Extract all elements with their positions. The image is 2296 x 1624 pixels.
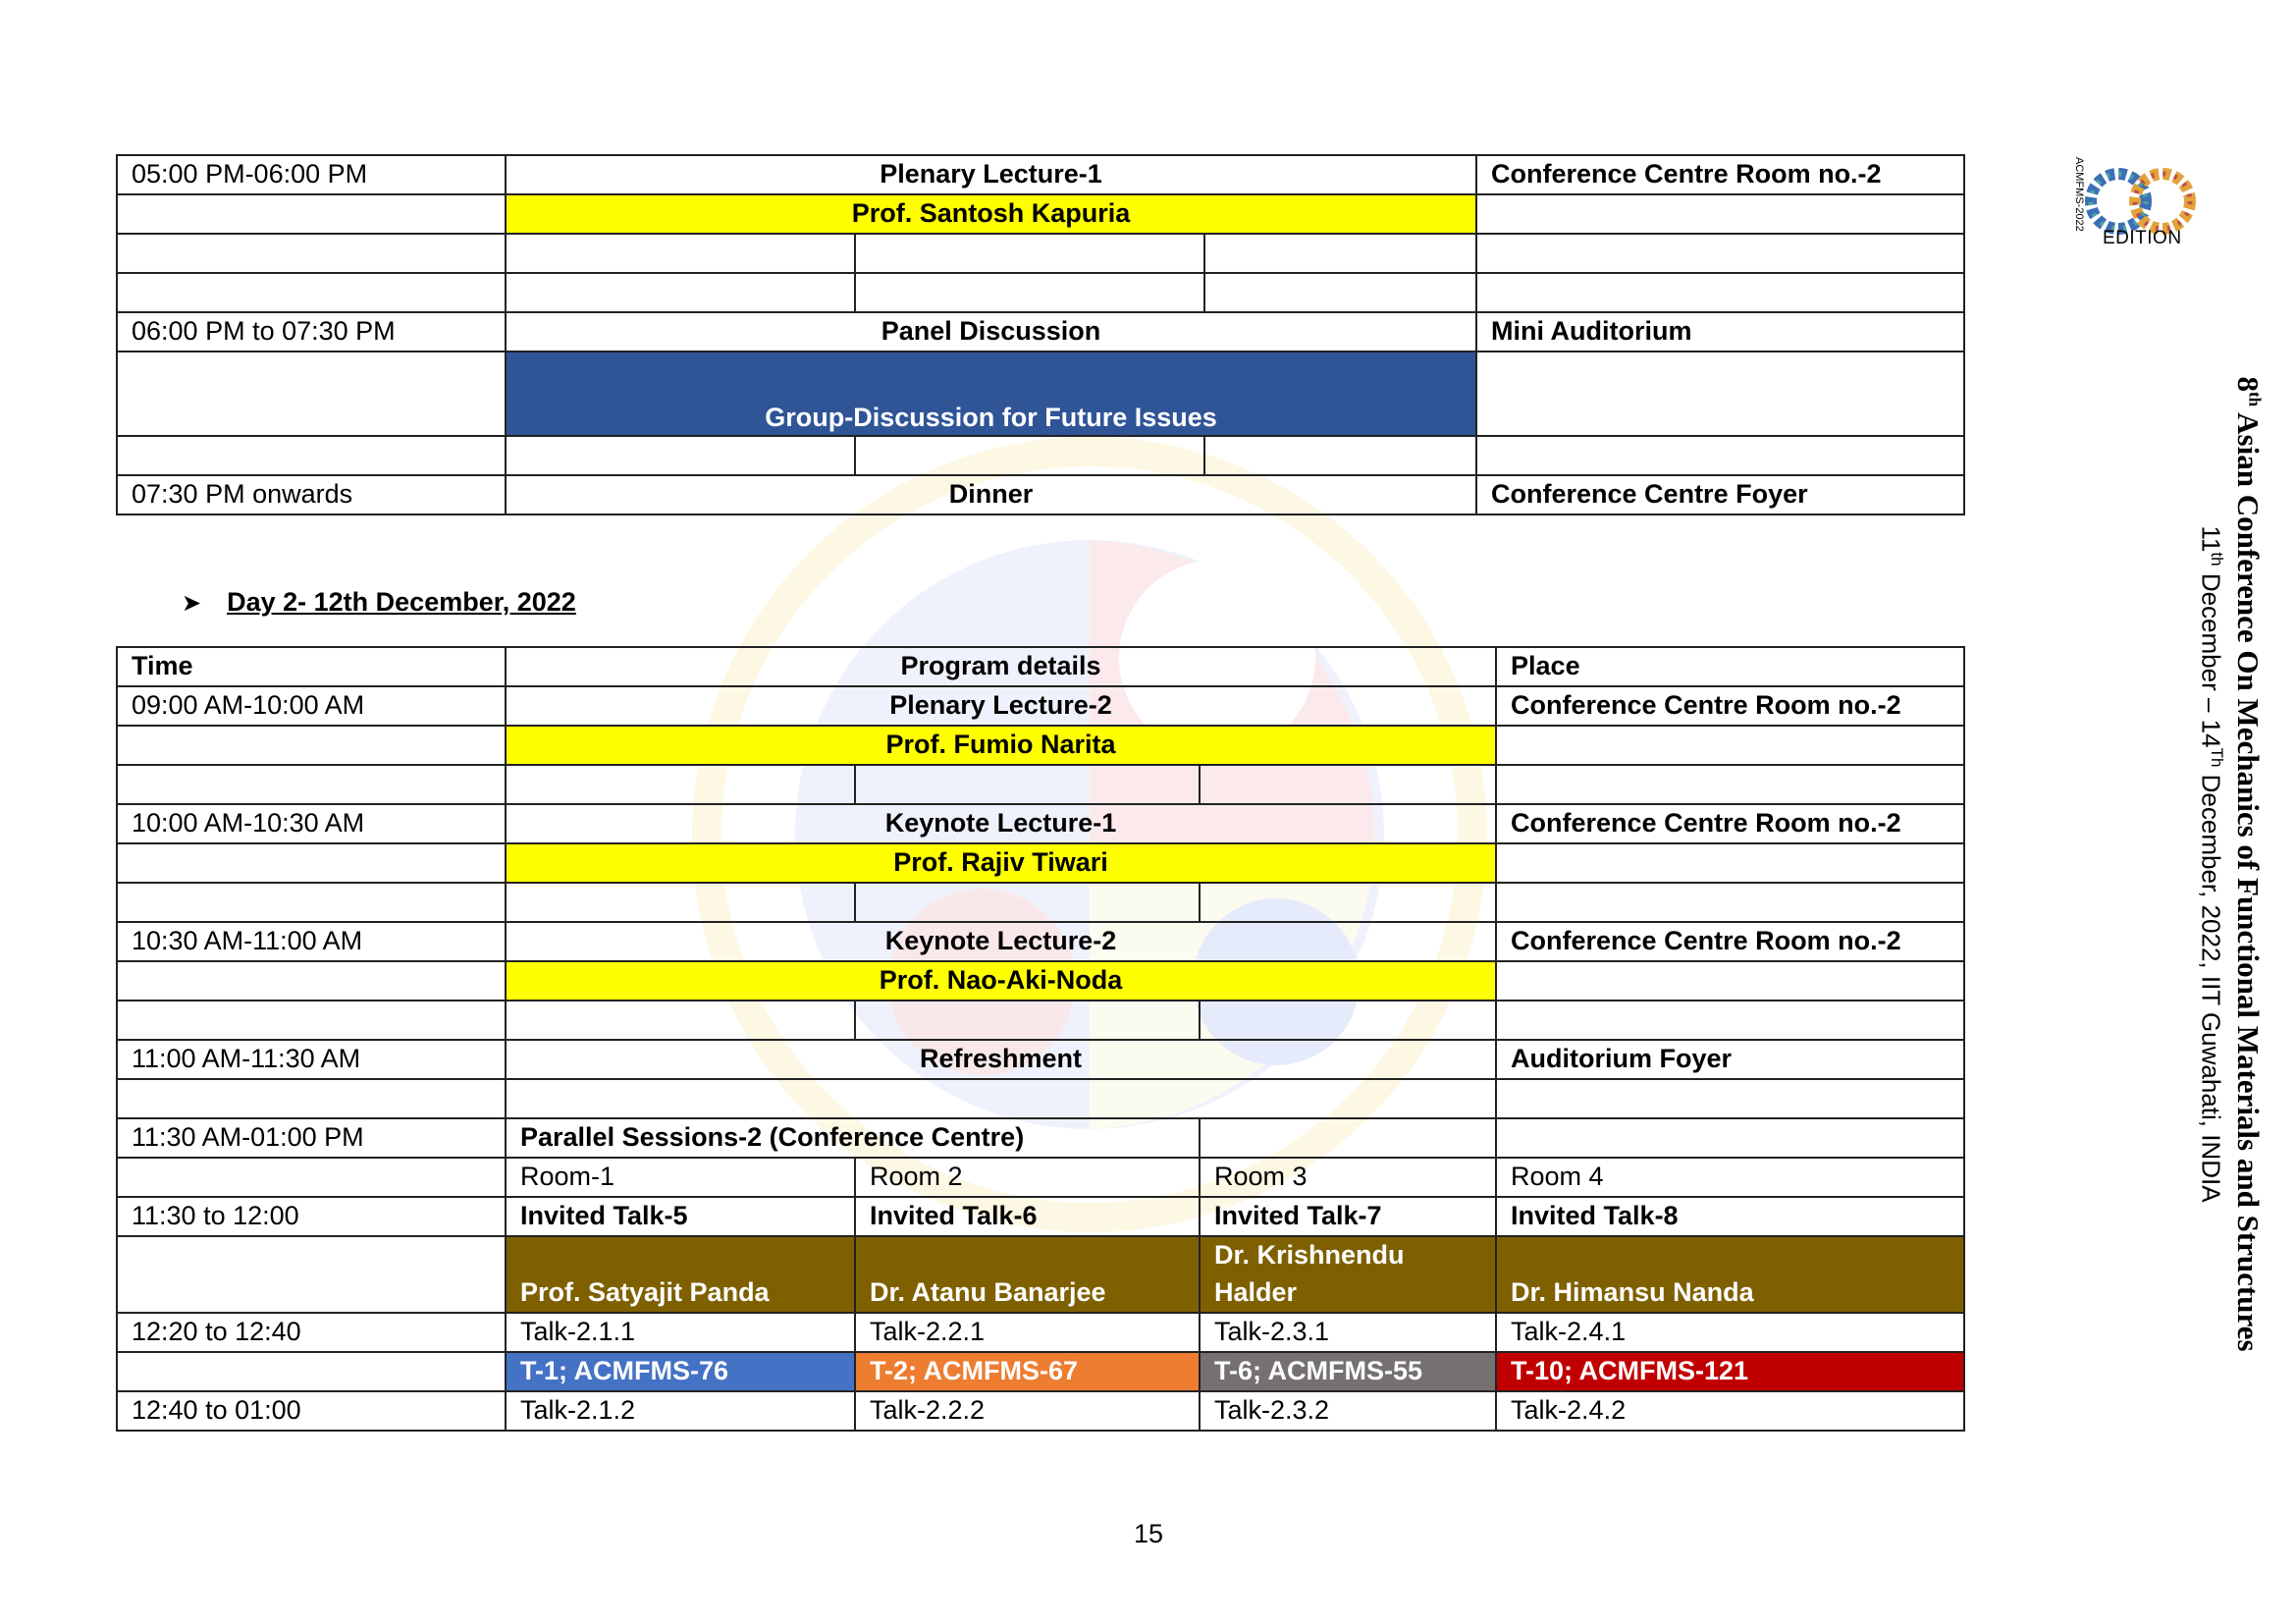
conference-name: 8th Asian Conference On Mechanics of Functional Materials and Structures [2231,376,2266,1352]
place-cell: Conference Centre Room no.-2 [1476,155,1964,194]
table-row [117,726,1964,765]
speaker-cell: Prof. Santosh Kapuria [506,194,1476,234]
invited-talk-label: Invited Talk-6 [855,1197,1200,1236]
invited-speaker-cell: Dr. Atanu Banarjee [855,1236,1200,1313]
event-cell: Keynote Lecture-1 [506,804,1496,843]
table-header-row [117,647,1964,686]
logo-edition-text: EDITION [2103,228,2182,248]
event-cell: Plenary Lecture-2 [506,686,1496,726]
track-cell: T-1; ACMFMS-76 [506,1352,855,1391]
parallel-session-title: Parallel Sessions-2 (Conference Centre) [506,1118,1200,1158]
table-row [117,194,1964,234]
time-cell: 10:00 AM-10:30 AM [117,804,506,843]
time-cell: 11:00 AM-11:30 AM [117,1040,506,1079]
table-row [117,436,1964,475]
time-cell: 07:30 PM onwards [117,475,506,514]
table-row [117,1040,1964,1079]
time-cell: 11:30 to 12:00 [117,1197,506,1236]
table-row [117,1236,1964,1313]
time-cell: 12:20 to 12:40 [117,1313,506,1352]
table-row [117,1197,1964,1236]
talk-cell: Talk-2.3.1 [1200,1313,1496,1352]
table-row [117,273,1964,312]
time-cell: 10:30 AM-11:00 AM [117,922,506,961]
time-cell: 06:00 PM to 07:30 PM [117,312,506,352]
place-cell: Auditorium Foyer [1496,1040,1964,1079]
speaker-cell: Prof. Fumio Narita [506,726,1496,765]
panel-banner-cell: Group-Discussion for Future Issues [506,352,1476,436]
talk-cell: Talk-2.2.2 [855,1391,1200,1431]
time-cell: 12:40 to 01:00 [117,1391,506,1431]
time-cell: 09:00 AM-10:00 AM [117,686,506,726]
table-row [117,1158,1964,1197]
day-2-schedule-table [116,646,1965,1432]
table-row [117,352,1964,436]
place-cell: Conference Centre Foyer [1476,475,1964,514]
place-cell: Mini Auditorium [1476,312,1964,352]
talk-cell: Talk-2.1.2 [506,1391,855,1431]
table-row [117,804,1964,843]
speaker-cell: Prof. Rajiv Tiwari [506,843,1496,883]
time-cell: 05:00 PM-06:00 PM [117,155,506,194]
time-cell: 11:30 AM-01:00 PM [117,1118,506,1158]
invited-speaker-cell: Dr. Himansu Nanda [1496,1236,1964,1313]
invited-speaker-cell: Prof. Satyajit Panda [506,1236,855,1313]
table-row [117,1352,1964,1391]
track-cell: T-2; ACMFMS-67 [855,1352,1200,1391]
room-label: Room 2 [855,1158,1200,1197]
conference-dates: 11th December – 14Th December, 2022, IIT Guwahati, INDIA [2196,525,2226,1203]
table-row [117,312,1964,352]
invited-talk-label: Invited Talk-8 [1496,1197,1964,1236]
column-header: Place [1496,647,1964,686]
event-cell: Dinner [506,475,1476,514]
place-cell: Conference Centre Room no.-2 [1496,922,1964,961]
room-label: Room 3 [1200,1158,1496,1197]
conference-side-title [2177,324,2266,1404]
table-row [117,1391,1964,1431]
table-row [117,475,1964,514]
table-row [117,686,1964,726]
table-row [117,765,1964,804]
talk-cell: Talk-2.4.1 [1496,1313,1964,1352]
table-row [117,843,1964,883]
invited-talk-label: Invited Talk-7 [1200,1197,1496,1236]
evening-schedule-table [116,154,1965,515]
track-cell: T-10; ACMFMS-121 [1496,1352,1964,1391]
table-row [117,1001,1964,1040]
page-number: 15 [1133,1519,1164,1548]
table-row [117,1313,1964,1352]
event-cell: Refreshment [506,1040,1496,1079]
invited-speaker-cell: Dr. Krishnendu Halder [1200,1236,1496,1313]
place-cell: Conference Centre Room no.-2 [1496,686,1964,726]
speaker-cell: Prof. Nao-Aki-Noda [506,961,1496,1001]
event-cell: Panel Discussion [506,312,1476,352]
room-label: Room-1 [506,1158,855,1197]
table-row [117,1079,1964,1118]
table-row [117,155,1964,194]
column-header: Program details [506,647,1496,686]
table-row [117,961,1964,1001]
place-cell: Conference Centre Room no.-2 [1496,804,1964,843]
event-cell: Plenary Lecture-1 [506,155,1476,194]
talk-cell: Talk-2.4.2 [1496,1391,1964,1431]
talk-cell: Talk-2.2.1 [855,1313,1200,1352]
table-row [117,1118,1964,1158]
day-2-heading: ➤ Day 2- 12th December, 2022 [182,587,576,617]
arrow-bullet-icon: ➤ [182,590,202,617]
column-header: Time [117,647,506,686]
invited-talk-label: Invited Talk-5 [506,1197,855,1236]
table-row [117,234,1964,273]
event-cell: Keynote Lecture-2 [506,922,1496,961]
logo-side-text: ACMFMS-2022 [2073,157,2085,232]
table-row [117,922,1964,961]
table-row [117,883,1964,922]
room-label: Room 4 [1496,1158,1964,1197]
track-cell: T-6; ACMFMS-55 [1200,1352,1496,1391]
talk-cell: Talk-2.1.1 [506,1313,855,1352]
talk-cell: Talk-2.3.2 [1200,1391,1496,1431]
